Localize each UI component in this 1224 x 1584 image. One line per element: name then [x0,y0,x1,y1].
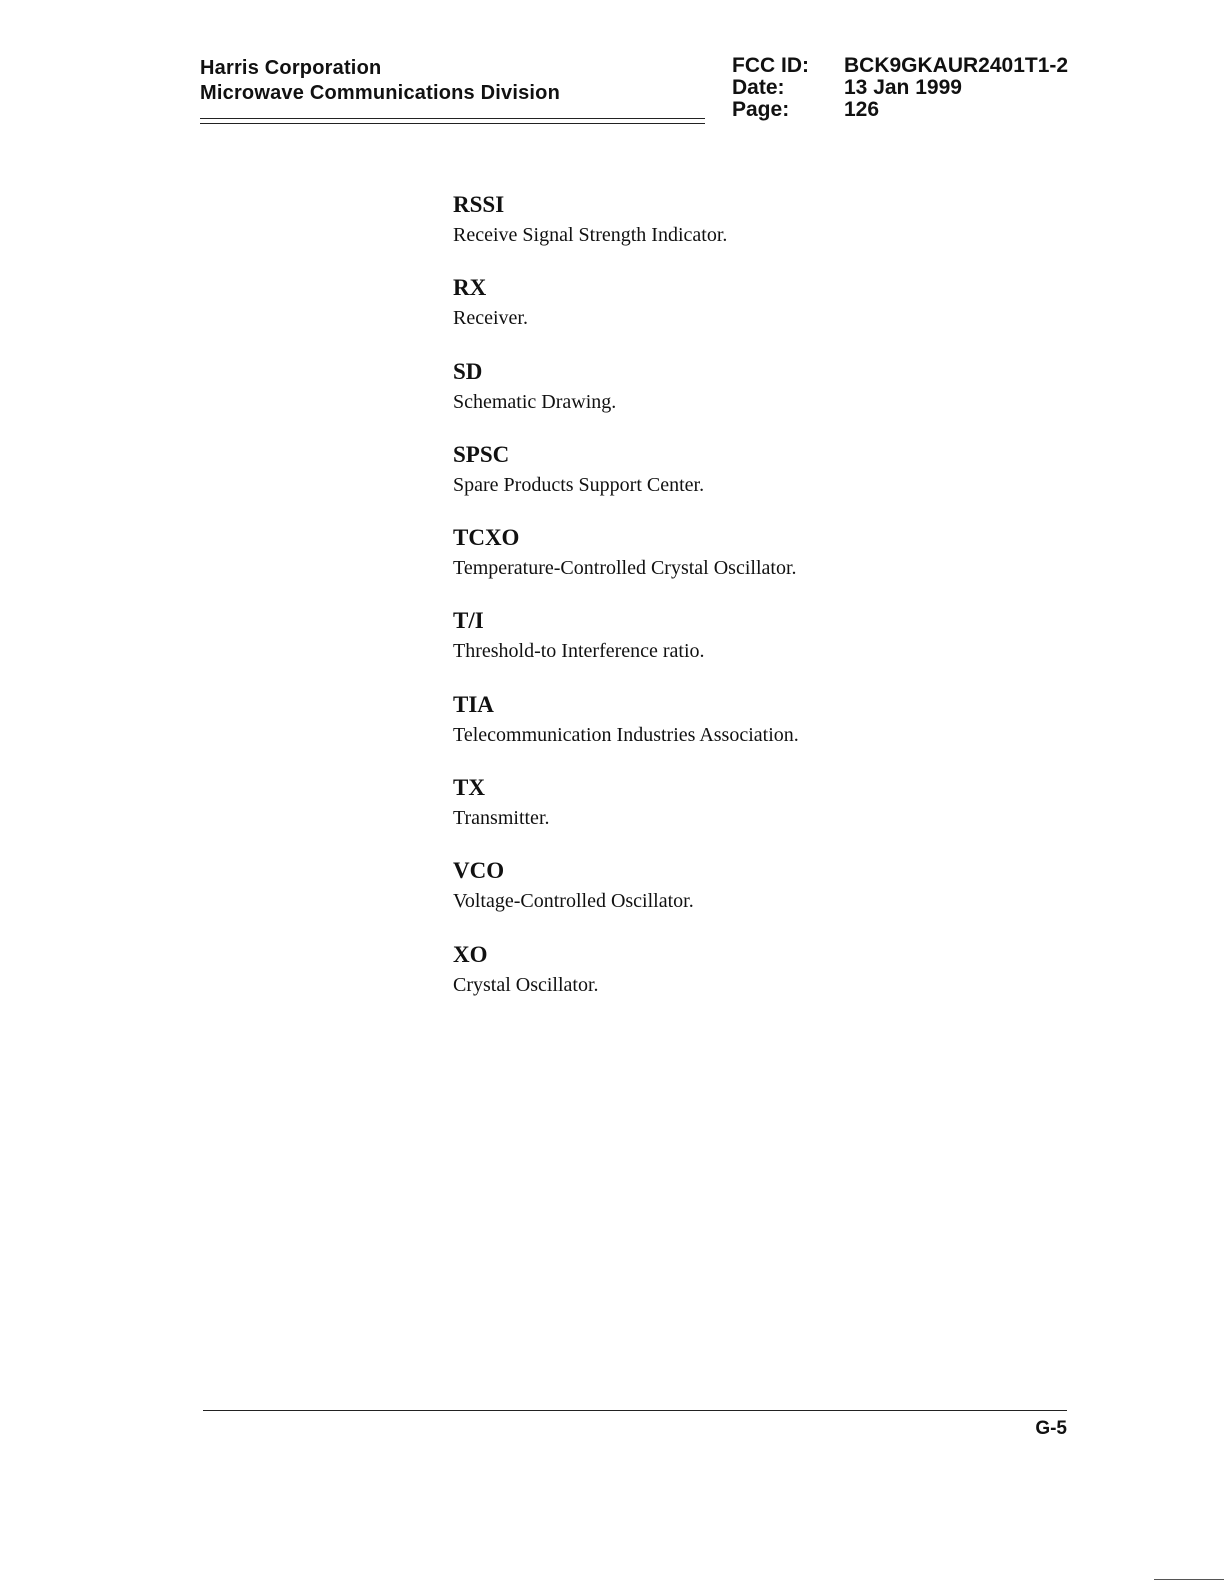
header-divider-bottom [200,123,705,124]
glossary-definition: Crystal Oscillator. [453,973,599,996]
company-name: Harris Corporation [200,57,382,79]
glossary-entry [453,357,1093,440]
page-value: 126 [844,98,880,121]
page-label: Page: [732,98,790,121]
glossary-term: VCO [453,858,505,884]
glossary-definition: Receive Signal Strength Indicator. [453,224,728,246]
glossary-definition: Transmitter. [453,807,550,830]
glossary-definition: Temperature-Controlled Crystal Oscillator. [453,557,797,580]
glossary-entry [453,773,1093,856]
glossary-term: RSSI [453,192,505,217]
footer-divider [203,1410,1067,1411]
glossary-term: TIA [453,691,494,717]
footer-page-number: G-5 [1035,1418,1067,1439]
glossary-definition: Spare Products Support Center. [453,473,705,496]
glossary-entry [453,940,1093,1023]
glossary-entry [453,190,1093,273]
date-label: Date: [732,76,785,99]
fcc-id-row [732,55,1068,77]
fcc-id-label: FCC ID: [732,54,809,77]
glossary-entry [453,606,1093,689]
glossary-term: SD [453,358,483,384]
glossary-entry [453,856,1093,939]
glossary-term: RX [453,275,487,301]
date-value: 13 Jan 1999 [844,76,962,99]
glossary-term: T/I [453,608,484,634]
glossary-definition: Voltage-Controlled Oscillator. [453,890,694,913]
header-organization [200,56,560,106]
glossary-entry [453,273,1093,356]
glossary-definition: Threshold-to Interference ratio. [453,640,705,663]
header-divider-top [200,118,705,119]
glossary-term: TCXO [453,525,520,551]
glossary-term: XO [453,941,488,967]
page-row [732,99,1068,121]
glossary-entry [453,523,1093,606]
scan-edge-mark [1154,1579,1224,1584]
document-meta [732,55,1068,121]
glossary-term: TX [453,775,485,801]
fcc-id-value: BCK9GKAUR2401T1-2 [844,54,1069,77]
glossary-entry [453,440,1093,523]
glossary-term: SPSC [453,441,510,467]
date-row [732,77,1068,99]
glossary-list [453,190,1093,1023]
glossary-entry [453,690,1093,773]
glossary-definition: Receiver. [453,307,528,330]
glossary-definition: Schematic Drawing. [453,390,617,413]
division-name: Microwave Communications Division [200,82,561,104]
glossary-definition: Telecommunication Industries Association. [453,723,799,746]
